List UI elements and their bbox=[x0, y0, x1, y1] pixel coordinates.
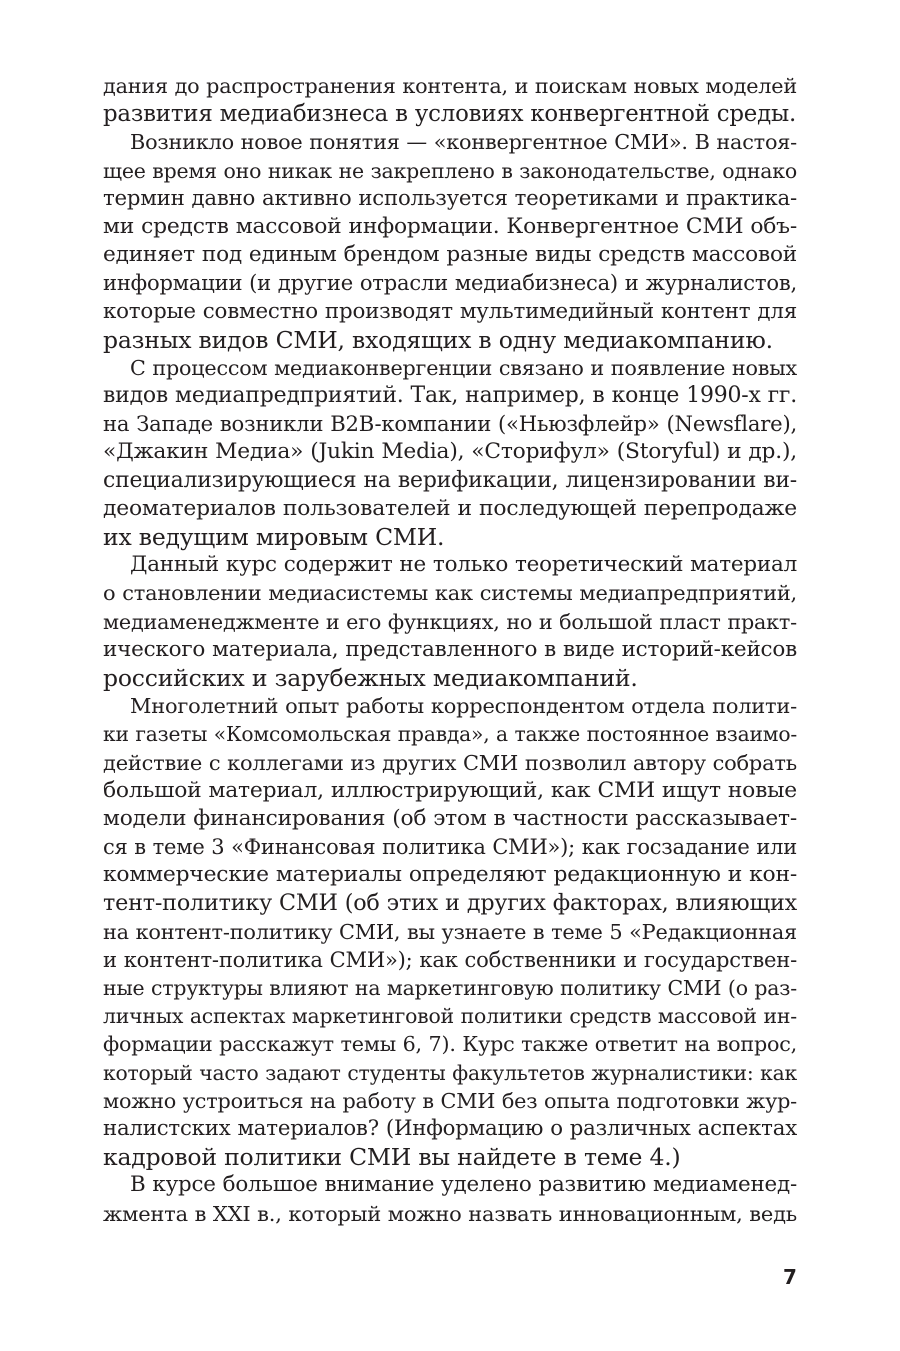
text-line: ми средств массовой информации. Конвергентное СМИ объ- bbox=[103, 213, 797, 239]
text-line: информации (и другие отрасли медиабизнеса) и журналистов, bbox=[103, 270, 797, 296]
text-line: С процессом медиаконвергенции связано и появление новых bbox=[130, 355, 797, 380]
paragraph bbox=[103, 551, 797, 692]
text-line: щее время оно никак не закреплено в законодательстве, однако bbox=[103, 158, 797, 183]
page-number: 7 bbox=[783, 1265, 797, 1289]
text-line: дания до распространения контента, и поискам новых моделей bbox=[103, 74, 797, 98]
text-line: личных аспектах маркетинговой политики средств массовой ин- bbox=[103, 1004, 797, 1029]
text-line: термин давно активно используется теоретиками и практика- bbox=[103, 185, 797, 211]
text-line: Данный курс содержит не только теоретический материал bbox=[130, 552, 797, 578]
text-line: можно устроиться на работу в СМИ без опыта подготовки жур- bbox=[103, 1088, 797, 1113]
text-line: деоматериалов пользователей и последующей перепродаже bbox=[103, 495, 797, 521]
text-line: видов медиапредприятий. Так, например, в конце 1990-х гг. bbox=[103, 383, 797, 409]
text-line: тент-политику СМИ (об этих и других факторах, влияющих bbox=[103, 890, 797, 917]
paragraph bbox=[103, 128, 797, 354]
text-line: который часто задают студенты факультетов журналистики: как bbox=[103, 1060, 797, 1085]
paragraph bbox=[103, 692, 797, 1171]
text-line: большой материал, иллюстрирующий, как СМИ ищут новые bbox=[103, 777, 797, 803]
text-line: ического материала, представленного в виде историй-кейсов bbox=[103, 636, 797, 662]
text-line: кадровой политики СМИ вы найдете в теме 4.) bbox=[103, 1143, 681, 1172]
text-line: разных видов СМИ, входящих в одну медиакомпанию. bbox=[103, 325, 773, 354]
text-line: российских и зарубежных медиакомпаний. bbox=[103, 663, 638, 692]
paragraph bbox=[103, 72, 797, 128]
text-line: ся в теме 3 «Финансовая политика СМИ»); как госзадание или bbox=[103, 835, 797, 860]
text-line: формации расскажут темы 6, 7). Курс также ответит на вопрос, bbox=[103, 1032, 797, 1057]
text-line: жмента в XXI в., который можно назвать инновационным, ведь bbox=[103, 1201, 797, 1226]
text-line: на контент-политику СМИ, вы узнаете в теме 5 «Редакционная bbox=[103, 919, 797, 944]
text-line: действие с коллегами из других СМИ позволил автору собрать bbox=[103, 750, 797, 775]
text-line: налистских материалов? (Информацию о различных аспектах bbox=[103, 1115, 797, 1141]
text-line: на Западе возникли B2B-компании («Ньюзфлейр» (Newsflare), bbox=[103, 411, 797, 437]
text-line: Возникло новое понятия — «конвергентное СМИ». В настоя- bbox=[130, 130, 797, 155]
text-line: модели финансирования (об этом в частности рассказывает- bbox=[103, 805, 797, 831]
text-line: коммерческие материалы определяют редакционную и кон- bbox=[103, 862, 797, 888]
text-line: ки газеты «Комсомольская правда», а также постоянное взаимо- bbox=[103, 722, 797, 747]
text-line: их ведущим мировым СМИ. bbox=[103, 523, 445, 551]
body-text bbox=[103, 72, 797, 1228]
paragraph bbox=[103, 1171, 797, 1227]
text-line: специализирующиеся на верификации, лицензировании ви- bbox=[103, 467, 797, 493]
text-line: единяет под единым брендом разные виды средств массовой bbox=[103, 242, 797, 268]
paragraph bbox=[103, 354, 797, 551]
text-line: ные структуры влияют на маркетинговую политику СМИ (о раз- bbox=[103, 976, 797, 1000]
text-line: и контент-политика СМИ»); как собственники и государствен- bbox=[103, 946, 797, 972]
text-line: о становлении медиасистемы как системы медиапредприятий, bbox=[103, 581, 797, 606]
text-line: Многолетний опыт работы корреспондентом отдела полити- bbox=[130, 694, 797, 719]
text-line: развития медиабизнеса в условиях конвергентной среды. bbox=[103, 101, 797, 128]
text-line: медиаменеджменте и его функциях, но и большой пласт практ- bbox=[103, 609, 797, 634]
text-line: которые совместно производят мультимедийный контент для bbox=[103, 298, 797, 324]
text-line: В курсе большое внимание уделено развитию медиаменед- bbox=[130, 1172, 797, 1198]
text-line: «Джакин Медиа» (Jukin Media), «Сторифул» (Storyful) и др.), bbox=[103, 439, 797, 465]
